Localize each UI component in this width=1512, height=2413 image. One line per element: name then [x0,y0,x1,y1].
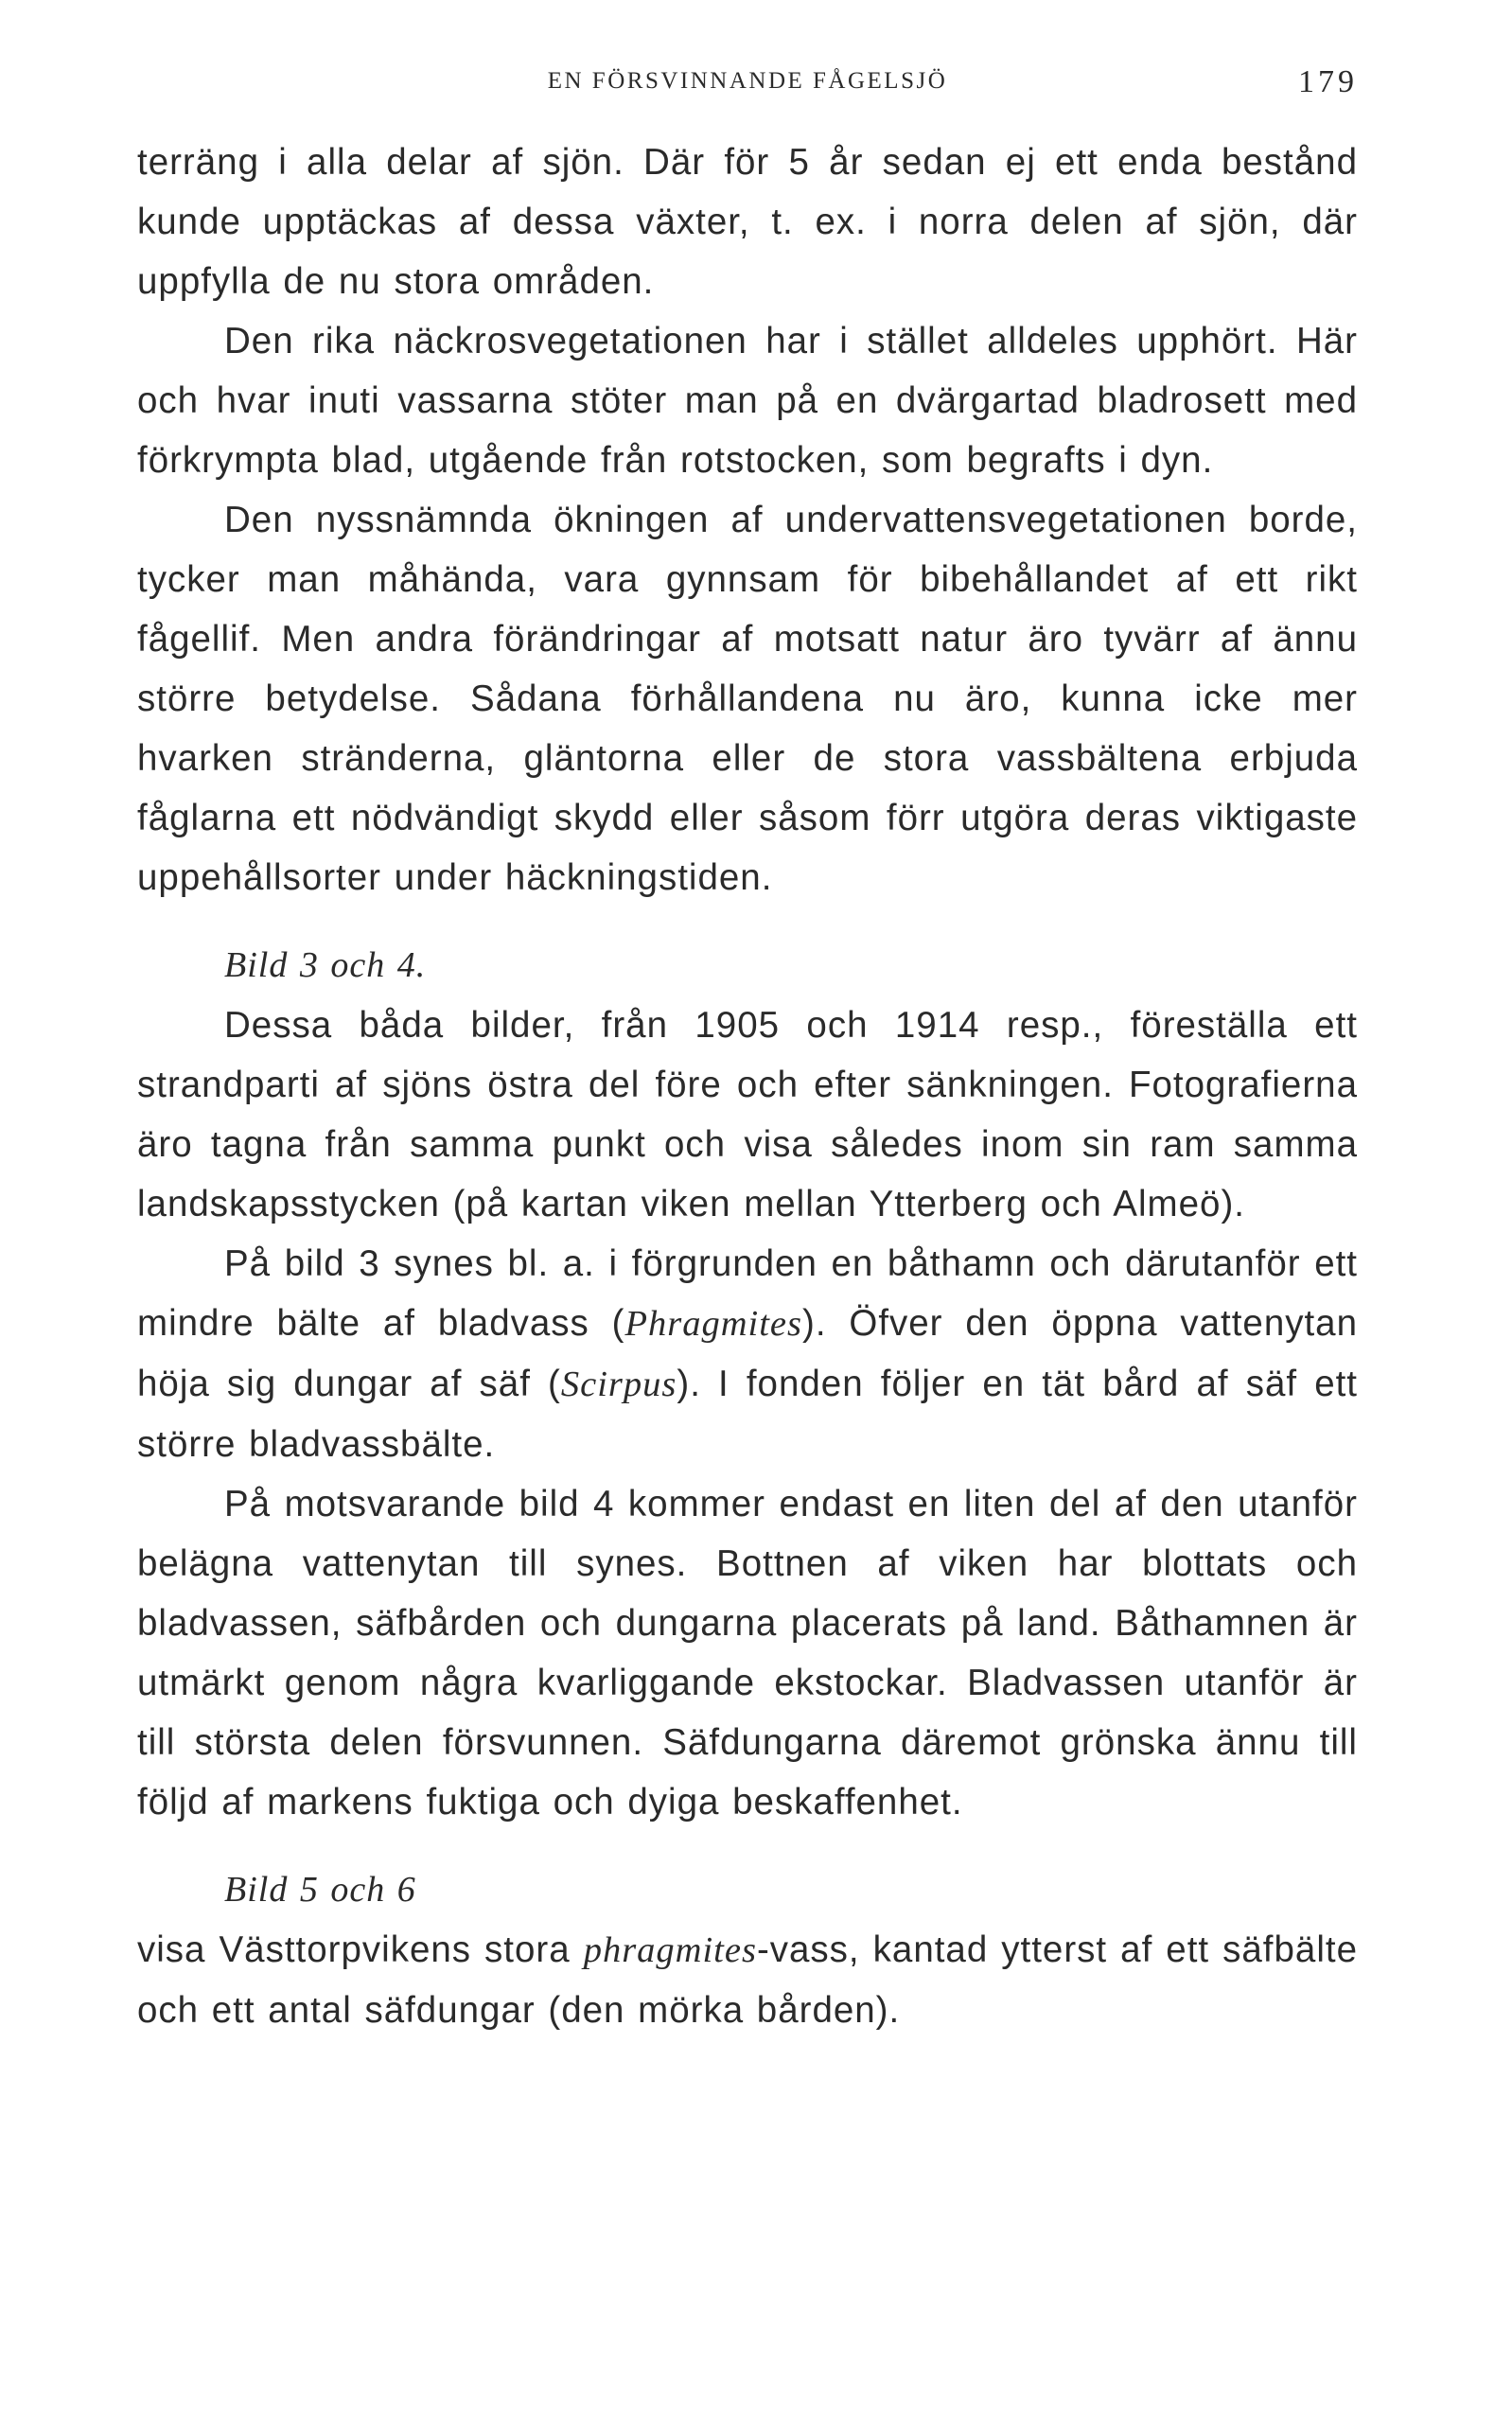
paragraph-bild-3-4: Dessa båda bilder, från 1905 och 1914 resp., föreställa ett strandparti af sjöns östra del före och efter sänkningen. Fotografierna äro tagna från samma punkt och visa således inom sin ram samma landskapsstycken (på kartan viken mellan Ytterberg och Almeö). [137,1005,1358,1224]
paragraph-continuation: terräng i alla delar af sjön. Där för 5 år sedan ej ett enda bestånd kunde upptäckas af dessa växter, t. ex. i norra delen af sjön, där uppfylla de nu stora områden. [137,142,1358,302]
body-text [137,132,1358,2040]
running-head [137,61,1358,108]
paragraph-bild-4: På motsvarande bild 4 kommer endast en liten del af den utanför belägna vattenytan till synes. Bottnen af viken har blottats och bladvassen, säfbården och dungarna placerats på land. Båthamnen är utmärkt genom några kvarliggande ekstockar. Bladvassen utanför är till största delen försvunnen. Säfdungarna däremot grönska ännu till följd af markens fuktiga och dyiga beskaffenhet. [137,1484,1358,1823]
page-number: 179 [1298,64,1358,99]
paragraph-vegetation: Den nyssnämnda ökningen af undervattensvegetationen borde, tycker man måhända, vara gynnsam för bibehållandet af ett rikt fågellif. Men andra förändringar af motsatt natur äro tyvärr af ännu större betydelse. Sådana förhållandena nu äro, kunna icke mer hvarken stränderna, gläntorna eller de stora vassbältena erbjuda fåglarna ett nödvändigt skydd eller såsom förr utgöra deras viktigaste uppehållsorter under häckningstiden. [137,500,1358,898]
scientific-name: phragmites [583,1930,757,1970]
text-run: -vass, kantad ytterst af ett säfbälte och ett antal säfdungar (den mörka bården). [137,1929,1358,2031]
text-run: ). Öfver den öppna vattenytan höja sig dungar af säf ( [137,1303,1358,1404]
text-run: visa Västtorpvikens stora [137,1929,584,1970]
paragraph-nackros: Den rika näckrosvegetationen har i stället alldeles upphört. Här och hvar inuti vassarna stöter man på en dvärgartad bladrosett med förkrympta blad, utgående från rotstocken, som begrafts i dyn. [137,321,1358,481]
scientific-name: Phragmites [624,1304,802,1344]
scientific-name: Scirpus [560,1365,677,1404]
section-heading-bild-3-4: Bild 3 och 4. [224,945,427,985]
section-heading-bild-5-6: Bild 5 och 6 [224,1870,416,1910]
running-title: EN FÖRSVINNANDE FÅGELSJÖ [547,68,948,94]
text-run: På bild 3 synes bl. a. i förgrunden en båthamn och därutanför ett mindre bälte af bladvass ( [137,1243,1358,1344]
paragraph-bild-5-6 [137,1920,1358,2040]
text-run: ). I fonden följer en tät bård af säf ett större bladvassbälte. [137,1364,1358,1465]
paragraph-bild-3 [137,1234,1358,1474]
